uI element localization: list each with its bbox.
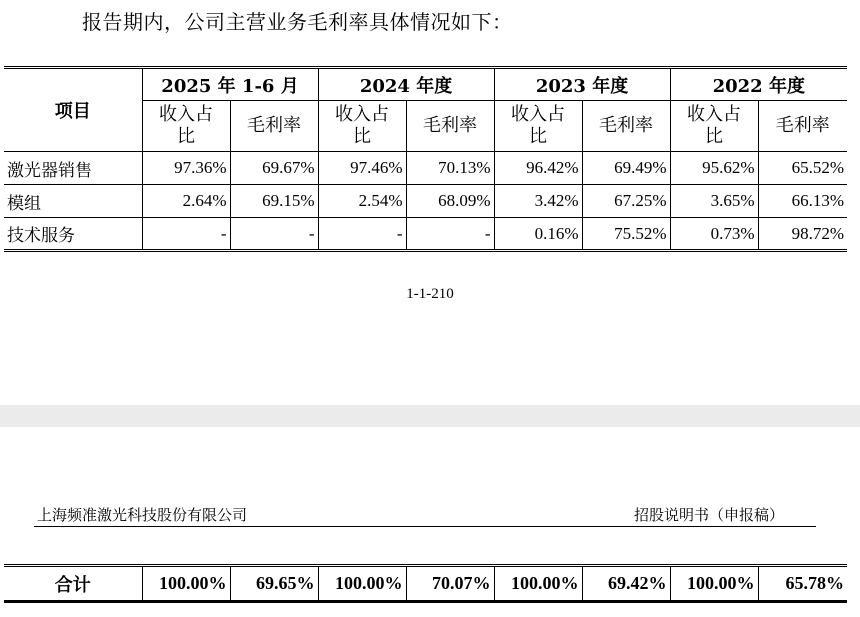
revenue-share-header: 收入占 比 — [494, 101, 582, 152]
table-row — [4, 185, 847, 218]
cell-value: 0.73% — [670, 218, 758, 251]
cell-value: 97.36% — [142, 152, 230, 185]
cell-value: 68.09% — [406, 185, 494, 218]
cell-value: 2.64% — [142, 185, 230, 218]
revenue-share-header: 收入占 比 — [142, 101, 230, 152]
cell-value: 100.00% — [318, 566, 406, 602]
revenue-share-header: 收入占 比 — [670, 101, 758, 152]
cell-value: 69.15% — [230, 185, 318, 218]
cell-value: 0.16% — [494, 218, 582, 251]
cell-value: - — [318, 218, 406, 251]
cell-value: 70.13% — [406, 152, 494, 185]
cell-value: 95.62% — [670, 152, 758, 185]
gross-margin-header: 毛利率 — [406, 101, 494, 152]
intro-paragraph: 报告期内，公司主营业务毛利率具体情况如下： — [82, 10, 513, 34]
cell-value: 100.00% — [494, 566, 582, 602]
page-break-gap — [0, 405, 860, 427]
total-label: 合计 — [4, 566, 142, 602]
cell-value: - — [406, 218, 494, 251]
gross-margin-header: 毛利率 — [758, 101, 847, 152]
cell-value: - — [230, 218, 318, 251]
revenue-share-header: 收入占 比 — [318, 101, 406, 152]
cell-value: 75.52% — [582, 218, 670, 251]
cell-value: 97.46% — [318, 152, 406, 185]
period-header: 2024 年度 — [318, 68, 494, 101]
cell-value: 69.42% — [582, 566, 670, 602]
page-header-rule — [34, 526, 816, 527]
gross-margin-header: 毛利率 — [582, 101, 670, 152]
cell-value: 65.78% — [758, 566, 847, 602]
cell-value: - — [142, 218, 230, 251]
table-row — [4, 152, 847, 185]
cell-value: 98.72% — [758, 218, 847, 251]
row-label: 激光器销售 — [4, 152, 142, 185]
cell-value: 3.65% — [670, 185, 758, 218]
page-header-company: 上海频准激光科技股份有限公司 — [37, 506, 248, 524]
cell-value: 67.25% — [582, 185, 670, 218]
row-label: 技术服务 — [4, 218, 142, 251]
gross-margin-header: 毛利率 — [230, 101, 318, 152]
cell-value: 96.42% — [494, 152, 582, 185]
cell-value: 2.54% — [318, 185, 406, 218]
period-header: 2022 年度 — [670, 68, 847, 101]
page-header-document: 招股说明书（申报稿） — [634, 506, 785, 524]
cell-value: 69.49% — [582, 152, 670, 185]
gross-margin-table-continued — [4, 564, 847, 603]
period-header: 2025 年 1-6 月 — [142, 68, 318, 101]
cell-value: 70.07% — [406, 566, 494, 602]
gross-margin-table — [4, 66, 847, 252]
row-label: 模组 — [4, 185, 142, 218]
cell-value: 69.67% — [230, 152, 318, 185]
cell-value: 65.52% — [758, 152, 847, 185]
period-header: 2023 年度 — [494, 68, 670, 101]
page-number: 1-1-210 — [406, 286, 454, 302]
table-row — [4, 218, 847, 251]
cell-value: 100.00% — [670, 566, 758, 602]
cell-value: 69.65% — [230, 566, 318, 602]
cell-value: 100.00% — [142, 566, 230, 602]
item-header: 项目 — [4, 68, 142, 152]
cell-value: 3.42% — [494, 185, 582, 218]
total-row — [4, 566, 847, 602]
cell-value: 66.13% — [758, 185, 847, 218]
